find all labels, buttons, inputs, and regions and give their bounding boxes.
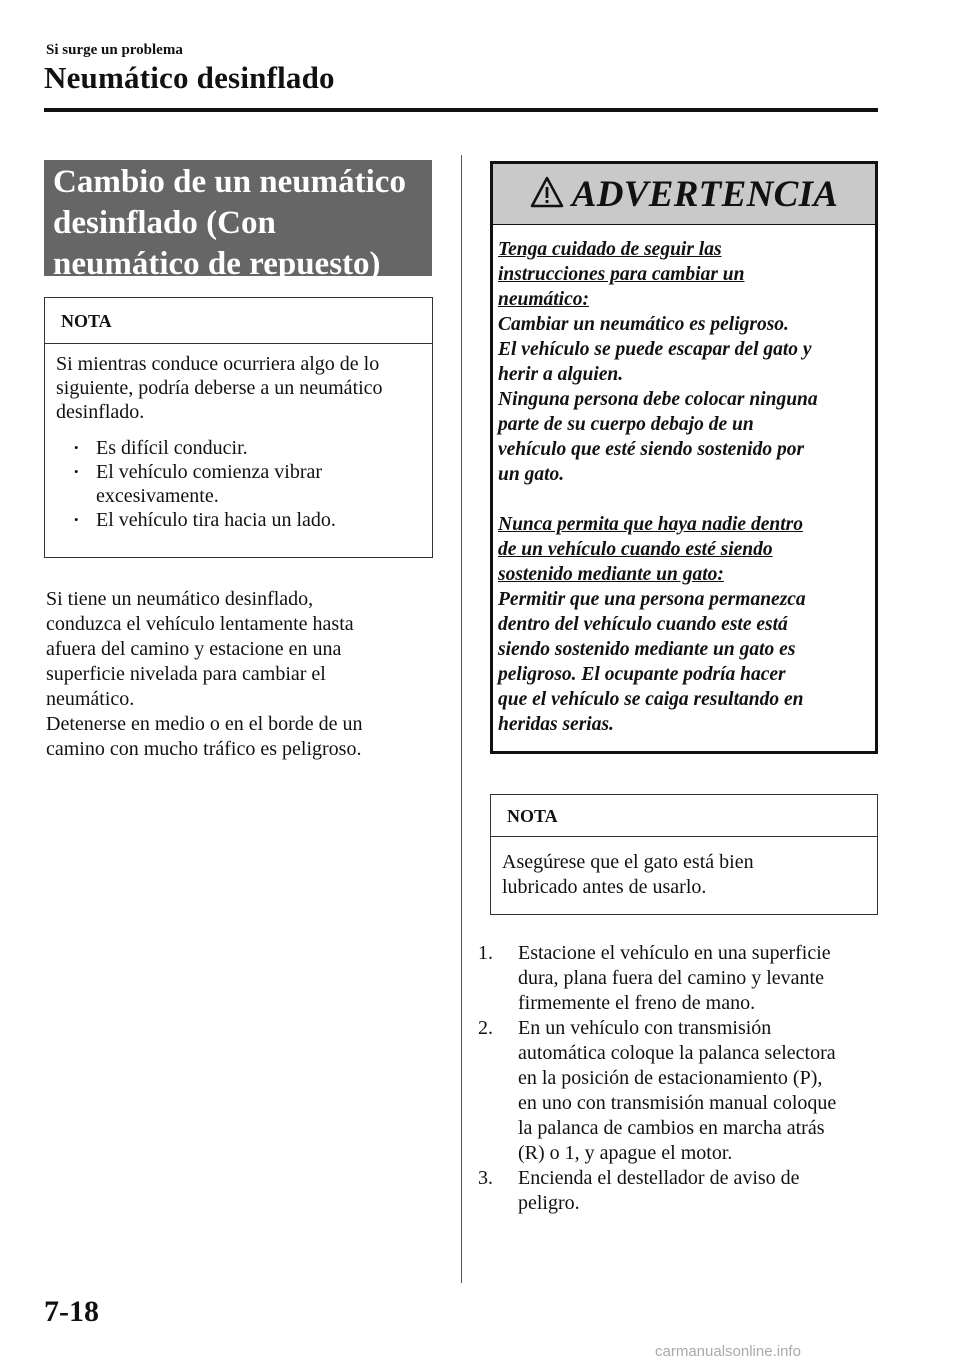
page-title: Neumático desinflado — [44, 60, 335, 95]
step-text-line: automática coloque la palanca selectora — [518, 1042, 836, 1064]
intro-line: afuera del camino y estacione en una — [46, 638, 342, 660]
warning-heading-line: sostenido mediante un gato: — [498, 564, 724, 585]
page-number: 7-18 — [44, 1295, 99, 1328]
section-label: Si surge un problema — [46, 42, 183, 58]
note-box — [44, 297, 433, 558]
warning-text-line: un gato. — [498, 464, 565, 485]
watermark: carmanualsonline.info — [655, 1343, 801, 1360]
warning-text-line: herir a alguien. — [498, 364, 624, 385]
intro-line: conduzca el vehículo lentamente hasta — [46, 613, 354, 635]
warning-text-line: Permitir que una persona permanezca — [498, 589, 806, 610]
step-text-line: (R) o 1, y apague el motor. — [518, 1142, 733, 1164]
note-label: NOTA — [491, 795, 877, 837]
symptom-text-line: • El vehículo tira hacia un lado. — [96, 509, 336, 531]
symptom-text-line: excesivamente. — [96, 485, 219, 507]
subsection-title-box — [44, 160, 432, 282]
warning-text-line: heridas serias. — [498, 714, 614, 735]
warning-body — [493, 225, 875, 737]
warning-triangle-icon — [530, 176, 564, 213]
step-number: 3. — [478, 1167, 493, 1189]
intro-line: camino con mucho tráfico es peligroso. — [46, 738, 362, 760]
intro-line: Si tiene un neumático desinflado, — [46, 588, 314, 610]
note-text-line: lubricado antes de usarlo. — [502, 876, 707, 898]
procedure-step — [478, 941, 878, 1016]
warning-text-line: siendo sostenido mediante un gato es — [498, 639, 796, 660]
warning-heading-line: neumático: — [498, 289, 589, 310]
subsection-title-line: desinflado (Con — [53, 205, 276, 241]
intro-line: neumático. — [46, 688, 135, 710]
warning-text-line: vehículo que esté siendo sostenido por — [498, 439, 805, 460]
symptom-text-line: • Es difícil conducir. — [96, 437, 248, 459]
symptom-list — [56, 436, 432, 532]
step-text-line: peligro. — [518, 1192, 580, 1214]
step-text-line: dura, plana fuera del camino y levante — [518, 967, 824, 989]
symptom-item — [74, 436, 432, 460]
warning-text-line: dentro del vehículo cuando este está — [498, 614, 788, 635]
note-body — [491, 837, 877, 900]
step-text-line: Estacione el vehículo en una superficie — [518, 942, 831, 964]
warning-heading-line: Tenga cuidado de seguir las — [498, 239, 722, 260]
intro-line: superficie nivelada para cambiar el — [46, 663, 326, 685]
subsection-title-line: neumático de repuesto) — [53, 246, 381, 282]
step-text-line: En un vehículo con transmisión — [518, 1017, 772, 1039]
warning-header — [493, 164, 875, 225]
step-text-line: la palanca de cambios en marcha atrás — [518, 1117, 825, 1139]
warning-heading-line: Nunca permita que haya nadie dentro — [498, 514, 803, 535]
step-text-line: en uno con transmisión manual coloque — [518, 1092, 837, 1114]
warning-text-line: Cambiar un neumático es peligroso. — [498, 314, 789, 335]
symptom-item — [74, 508, 432, 532]
note-text-line: Asegúrese que el gato está bien — [502, 851, 754, 873]
note-label: NOTA — [45, 298, 432, 344]
step-number: 1. — [478, 942, 493, 964]
symptom-item — [74, 460, 432, 508]
subsection-title-line: Cambio de un neumático — [53, 164, 406, 200]
step-text-line: Encienda el destellador de aviso de — [518, 1167, 800, 1189]
step-text-line: en la posición de estacionamiento (P), — [518, 1067, 823, 1089]
note-text-line: siguiente, podría deberse a un neumático — [56, 377, 383, 399]
symptom-text-line: • El vehículo comienza vibrar — [96, 461, 323, 483]
warning-heading-line: de un vehículo cuando esté siendo — [498, 539, 773, 560]
warning-text-line: parte de su cuerpo debajo de un — [498, 414, 754, 435]
note-text-line: desinflado. — [56, 401, 145, 423]
warning-text-line: Ninguna persona debe colocar ninguna — [498, 389, 818, 410]
note-body — [45, 344, 432, 532]
subsection-title — [53, 162, 432, 285]
intro-paragraph — [46, 587, 426, 762]
warning-text-line: que el vehículo se caiga resultando en — [498, 689, 804, 710]
procedure-step — [478, 1016, 878, 1166]
warning-heading-line: instrucciones para cambiar un — [498, 264, 745, 285]
warning-title: ADVERTENCIA — [571, 173, 839, 215]
note-box — [490, 794, 878, 915]
intro-line: Detenerse en medio o en el borde de un — [46, 713, 363, 735]
warning-box — [490, 161, 878, 754]
warning-text-line: peligroso. El ocupante podría hacer — [498, 664, 786, 685]
step-text-line: firmemente el freno de mano. — [518, 992, 756, 1014]
warning-text-line: El vehículo se puede escapar del gato y — [498, 339, 812, 360]
note-text-line: Si mientras conduce ocurriera algo de lo — [56, 353, 380, 375]
step-number: 2. — [478, 1017, 493, 1039]
heading-rule — [44, 108, 878, 112]
procedure-steps — [478, 941, 878, 1216]
warning-spacer — [498, 487, 875, 512]
procedure-step — [478, 1166, 878, 1216]
column-divider — [461, 155, 462, 1283]
